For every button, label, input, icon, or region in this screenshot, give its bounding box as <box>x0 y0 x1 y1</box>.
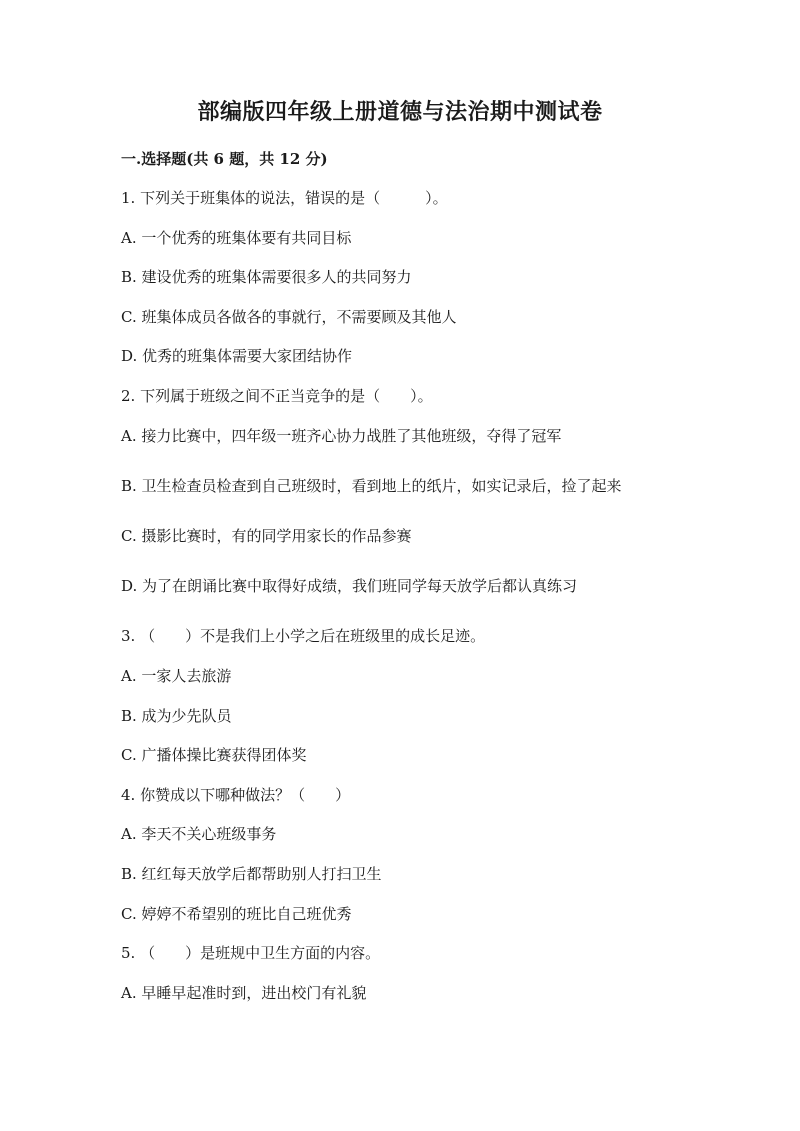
question-3-option-c: C. 广播体操比赛获得团体奖 <box>121 746 307 764</box>
question-3-option-b: B. 成为少先队员 <box>121 707 232 725</box>
question-2-option-c: C. 摄影比赛时，有的同学用家长的作品参赛 <box>121 527 412 545</box>
page-title: 部编版四年级上册道德与法治期中测试卷 <box>197 99 603 125</box>
question-2-option-b: B. 卫生检查员检查到自己班级时，看到地上的纸片，如实记录后，捡了起来 <box>121 477 622 495</box>
question-4-option-a: A. 李天不关心班级事务 <box>121 825 277 843</box>
question-2-option-a: A. 接力比赛中，四年级一班齐心协力战胜了其他班级，夺得了冠军 <box>121 427 562 445</box>
section-heading: 一.选择题(共 6 题，共 12 分) <box>121 150 328 168</box>
question-1-option-c: C. 班集体成员各做各的事就行，不需要顾及其他人 <box>121 308 457 326</box>
question-4-stem: 4. 你赞成以下哪种做法？（ ） <box>121 786 351 804</box>
question-2-stem: 2. 下列属于班级之间不正当竞争的是（ ）。 <box>121 387 433 405</box>
question-5-stem: 5. （ ）是班规中卫生方面的内容。 <box>121 944 381 962</box>
question-1-option-a: A. 一个优秀的班集体要有共同目标 <box>121 229 352 247</box>
question-4-option-b: B. 红红每天放学后都帮助别人打扫卫生 <box>121 865 382 883</box>
question-4-option-c: C. 婷婷不希望别的班比自己班优秀 <box>121 905 352 923</box>
question-3-option-a: A. 一家人去旅游 <box>121 667 232 685</box>
question-5-option-a: A. 早睡早起准时到，进出校门有礼貌 <box>121 984 367 1002</box>
question-1-option-b: B. 建设优秀的班集体需要很多人的共同努力 <box>121 268 412 286</box>
question-2-option-d: D. 为了在朗诵比赛中取得好成绩，我们班同学每天放学后都认真练习 <box>121 577 578 595</box>
question-1-option-d: D. 优秀的班集体需要大家团结协作 <box>121 347 353 365</box>
question-3-stem: 3. （ ）不是我们上小学之后在班级里的成长足迹。 <box>121 627 486 645</box>
question-1-stem: 1. 下列关于班集体的说法，错误的是（ ）。 <box>121 189 448 207</box>
